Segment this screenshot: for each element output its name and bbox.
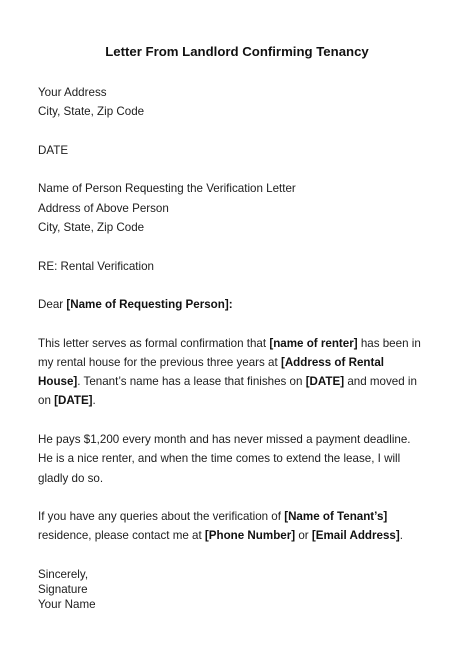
paragraph2-line1: He pays $1,200 every month and has never missed a payment deadline. bbox=[38, 433, 411, 446]
lease-end-date-placeholder: [DATE] bbox=[305, 375, 345, 388]
paragraph2-line3: gladly do so. bbox=[38, 472, 104, 485]
paragraph2-line2: He is a nice renter, and when the time comes to extend the lease, I will bbox=[38, 452, 401, 465]
recipient-city-state-zip: City, State, Zip Code bbox=[38, 221, 145, 234]
recipient-name: Name of Person Requesting the Verification Letter bbox=[38, 182, 296, 195]
move-in-date-placeholder: [DATE] bbox=[54, 394, 93, 407]
paragraph1-line2 bbox=[38, 356, 384, 370]
p3-text: If you have any queries about the verification of bbox=[38, 510, 285, 523]
letter-title: Letter From Landlord Confirming Tenancy bbox=[105, 44, 369, 59]
email-address-placeholder: [Email Address] bbox=[311, 529, 400, 542]
p3-text: . bbox=[399, 529, 403, 542]
salutation-prefix: Dear bbox=[38, 298, 67, 311]
phone-number-placeholder: [Phone Number] bbox=[204, 529, 296, 542]
p1-text: my rental house for the previous three years at bbox=[38, 356, 281, 369]
paragraph3-line1 bbox=[38, 510, 387, 524]
letter-date: DATE bbox=[38, 144, 69, 157]
closing-sign-off: Sincerely, bbox=[38, 568, 89, 581]
rental-address-placeholder: [Address of Rental bbox=[280, 356, 385, 369]
sender-city-state-zip: City, State, Zip Code bbox=[38, 105, 145, 118]
paragraph1-line1 bbox=[38, 337, 421, 351]
paragraph1-line3 bbox=[38, 375, 417, 389]
recipient-address: Address of Above Person bbox=[38, 202, 169, 215]
p1-text: has been in bbox=[357, 337, 421, 350]
p3-text: residence, please contact me at bbox=[38, 529, 205, 542]
closing-signature: Signature bbox=[38, 583, 88, 596]
sender-address: Your Address bbox=[38, 86, 107, 99]
salutation bbox=[38, 298, 233, 312]
salutation-placeholder: [Name of Requesting Person]: bbox=[66, 298, 233, 311]
p1-text: . bbox=[92, 394, 96, 407]
p1-text: . Tenant’s name has a lease that finishes on bbox=[77, 375, 306, 388]
p1-text: This letter serves as formal confirmation that bbox=[38, 337, 270, 350]
re-line: RE: Rental Verification bbox=[38, 260, 154, 273]
paragraph1-line4 bbox=[38, 394, 96, 408]
p1-text: on bbox=[38, 394, 55, 407]
closing-name: Your Name bbox=[38, 598, 96, 611]
rental-address-placeholder: House] bbox=[38, 375, 78, 388]
renter-name-placeholder: [name of renter] bbox=[269, 337, 358, 350]
paragraph3-line2 bbox=[38, 529, 403, 543]
p3-text: or bbox=[295, 529, 312, 542]
tenant-name-placeholder: [Name of Tenant’s] bbox=[284, 510, 388, 523]
p1-text: and moved in bbox=[344, 375, 417, 388]
